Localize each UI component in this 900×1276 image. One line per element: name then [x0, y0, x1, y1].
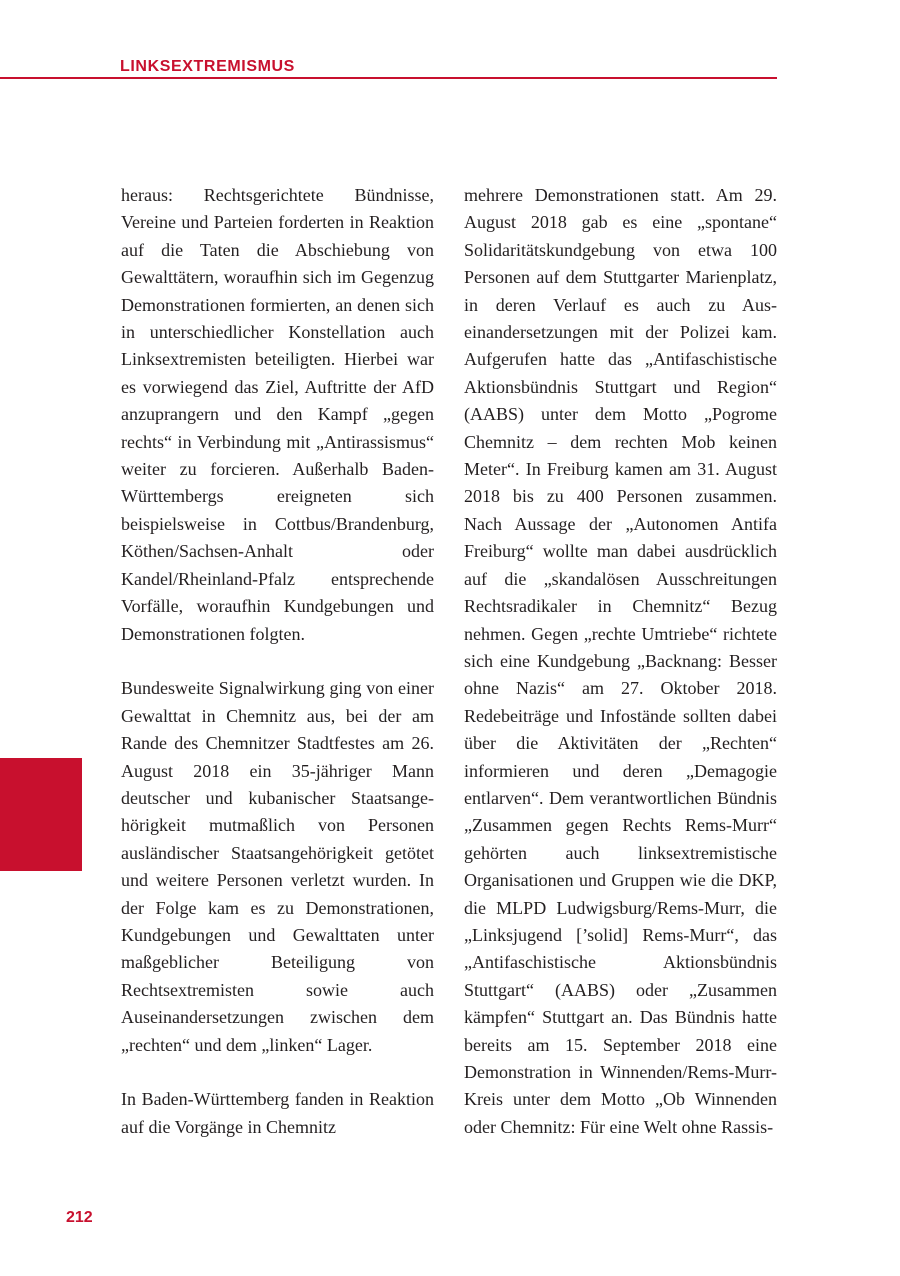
page-number: 212	[66, 1209, 93, 1226]
paragraph: In Baden-Württemberg fanden in Reaktion auf die Vorgänge in Chemnitz	[121, 1089, 434, 1137]
right-text-column	[464, 182, 777, 1141]
paragraph: heraus: Rechtsgerichtete Bündnisse, Vereine und Parteien forderten in Reaktion auf die Taten die Abschiebung von Gewalttätern, woraufhin sich im Gegenzug Demonstrationen formierten, an denen sich in unterschiedlicher Konstellation auch Linksextremisten beteiligten. Hierbei war es vorwiegend das Ziel, Auftritte der AfD anzuprangern und den Kampf „gegen rechts“ in Verbindung mit „Antirassismus“ weiter zu forcieren. Außerhalb Baden-Württembergs ereigneten sich beispielsweise in Cottbus/Brandenburg, Köthen/Sachsen-Anhalt oder Kandel/Rheinland-Pfalz entsprechende Vorfälle, woraufhin Kundgebungen und Demonstrationen folgten.	[121, 185, 434, 644]
paragraph: mehrere Demonstrationen statt. Am 29. August 2018 gab es eine „spontane“ Solidaritätskundgebung von etwa 100 Personen auf dem Stuttgarter Marienplatz, in deren Verlauf es auch zu Auseinandersetzungen mit der Polizei kam. Aufgerufen hatte das „Antifaschistische Aktionsbündnis Stuttgart und Region“ (AABS) unter dem Motto „Pogrome Chemnitz – dem rechten Mob keinen Meter“. In Freiburg kamen am 31. August 2018 bis zu 400 Personen zusammen. Nach Aussage der „Autonomen Antifa Freiburg“ wollte man dabei ausdrücklich auf die „skandalösen Ausschreitungen Rechtsradikaler in Chemnitz“ Bezug nehmen. Gegen „rechte Umtriebe“ richtete sich eine Kundgebung „Backnang: Besser ohne Nazis“ am 27. Oktober 2018. Redebeiträge und Infostände sollten dabei über die Aktivitäten der „Rechten“ informieren und deren „Demagogie entlarven“. Dem verantwortlichen Bündnis „Zusammen gegen Rechts Rems-Murr“ gehörten auch linksextremistische Organisationen und Gruppen wie die DKP, die MLPD Ludwigsburg/Rems-Murr, die „Linksjugend [’solid] Rems-Murr“, das „Antifaschistische Aktionsbündnis Stuttgart“ (AABS) oder „Zusammen kämpfen“ Stuttgart an. Das Bündnis hatte bereits am 15. September 2018 eine Demonstration in Winnenden/Rems-Murr-Kreis unter dem Motto „Ob Winnenden oder Chemnitz: Für eine Welt ohne Rassis-	[464, 185, 777, 1137]
running-head-title: LINKSEXTREMISMUS	[120, 58, 295, 75]
header-rule	[0, 77, 777, 79]
paragraph: Bundesweite Signalwirkung ging von einer Gewalttat in Chemnitz aus, bei der am Rande des Chemnitzer Stadtfestes am 26. August 2018 ein 35-jähriger Mann deutscher und kubanischer Staatsangehörigkeit mutmaßlich von Personen ausländischer Staatsangehörigkeit getötet und weitere Personen verletzt wurden. In der Folge kam es zu Demonstrationen, Kundgebungen und Gewalttaten unter maßgeblicher Beteiligung von Rechtsextremisten sowie auch Auseinandersetzungen zwischen dem „rechten“ und dem „linken“ Lager.	[121, 678, 434, 1055]
left-text-column	[121, 182, 434, 1141]
chapter-side-tab	[0, 758, 82, 871]
